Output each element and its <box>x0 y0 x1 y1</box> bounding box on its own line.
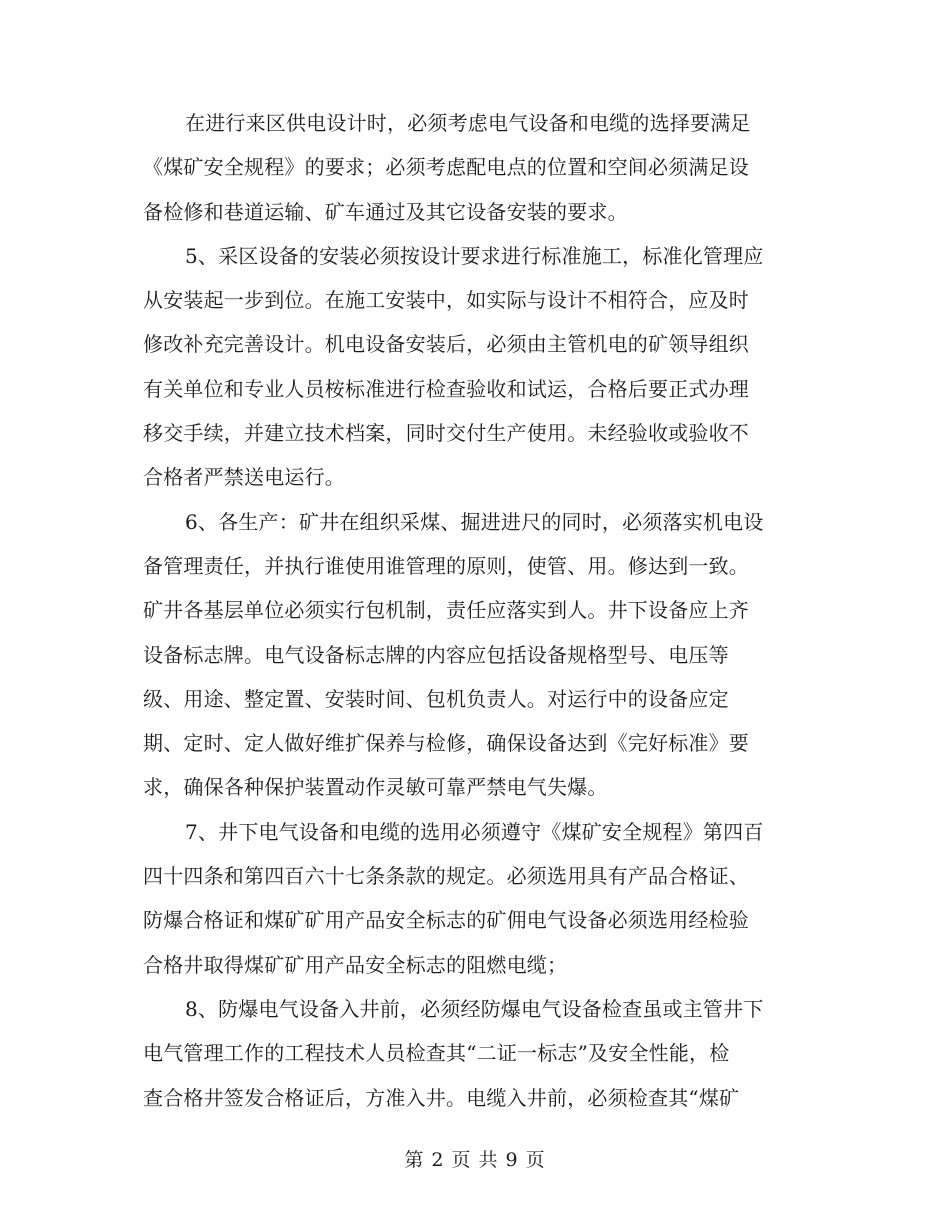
text-line: 移交手续，并建立技术档案，同时交付生产使用。未经验收或验收不 <box>143 421 749 446</box>
text-line: 备管理责任，并执行谁使用谁管理的原则，使管、用。修达到一致。 <box>143 553 749 578</box>
text-line: 《煤矿安全规程》的要求；必须考虑配电点的位置和空间必须满足设 <box>143 155 749 180</box>
text-line: 求，确保各种保护装置动作灵敏可靠严禁电气失爆。 <box>143 775 608 800</box>
text-line: 合格者严禁送电运行。 <box>143 465 345 490</box>
text-line: 电气管理工作的工程技术人员检查其“二证一标志”及安全性能，检 <box>143 1041 730 1066</box>
text-line: 在进行来区供电设计时，必须考虑电气设备和电缆的选择要满足 <box>185 111 751 135</box>
text-line: 四十四条和第四百六十七条条款的规定。必须选用具有产品合格证、 <box>143 864 749 889</box>
text-line: 期、定时、定人做好维扩保养与检修，确保设备达到《完好标准》要 <box>143 731 749 756</box>
document-body <box>143 101 808 1120</box>
text-line: 从安装起一步到位。在施工安装中，如实际与设计不相符合，应及时 <box>143 288 749 313</box>
text-line: 8、防爆电气设备入井前，必须经防爆电气设备检查虽或主管井下 <box>185 996 764 1021</box>
text-line: 有关单位和专业人员桉标准进行检查验收和试运，合格后要正式办理 <box>143 376 749 401</box>
text-line: 5、采区设备的安装必须按设计要求进行标准施工，标准化管理应 <box>185 243 764 268</box>
text-line: 查合格井签发合格证后，方准入井。电缆入井前，必须检查其“煤矿 <box>143 1085 740 1110</box>
text-line: 修改补充完善设计。机电设备安装后，必须由主管机电的矿领导组织 <box>143 332 749 357</box>
text-line: 7、井下电气设备和电缆的选用必须遵守《煤矿安全规程》第四百 <box>185 819 764 844</box>
text-line: 矿井各基层单位必须实行包机制，责任应落实到人。井下设备应上齐 <box>143 598 749 623</box>
text-line: 设备标志牌。电气设备标志牌的内容应包括设备规格型号、电压等 <box>143 642 729 667</box>
page-number-footer: 第 2 页 共 9 页 <box>404 1149 546 1171</box>
text-line: 合格井取得煤矿矿用产品安全标志的阻燃电缆； <box>143 952 568 977</box>
text-line: 防爆合格证和煤矿矿用产品安全标志的矿佣电气设备必须选用经检验 <box>143 908 749 933</box>
text-line: 6、各生产：矿井在组织采煤、掘进进尺的同时，必须落实机电设 <box>185 509 764 534</box>
text-line: 级、用途、整定置、安装时间、包机负责人。对运行中的设备应定 <box>143 686 729 711</box>
text-line: 备检修和巷道运输、矿车通过及其它设备安装的要求。 <box>143 199 628 224</box>
